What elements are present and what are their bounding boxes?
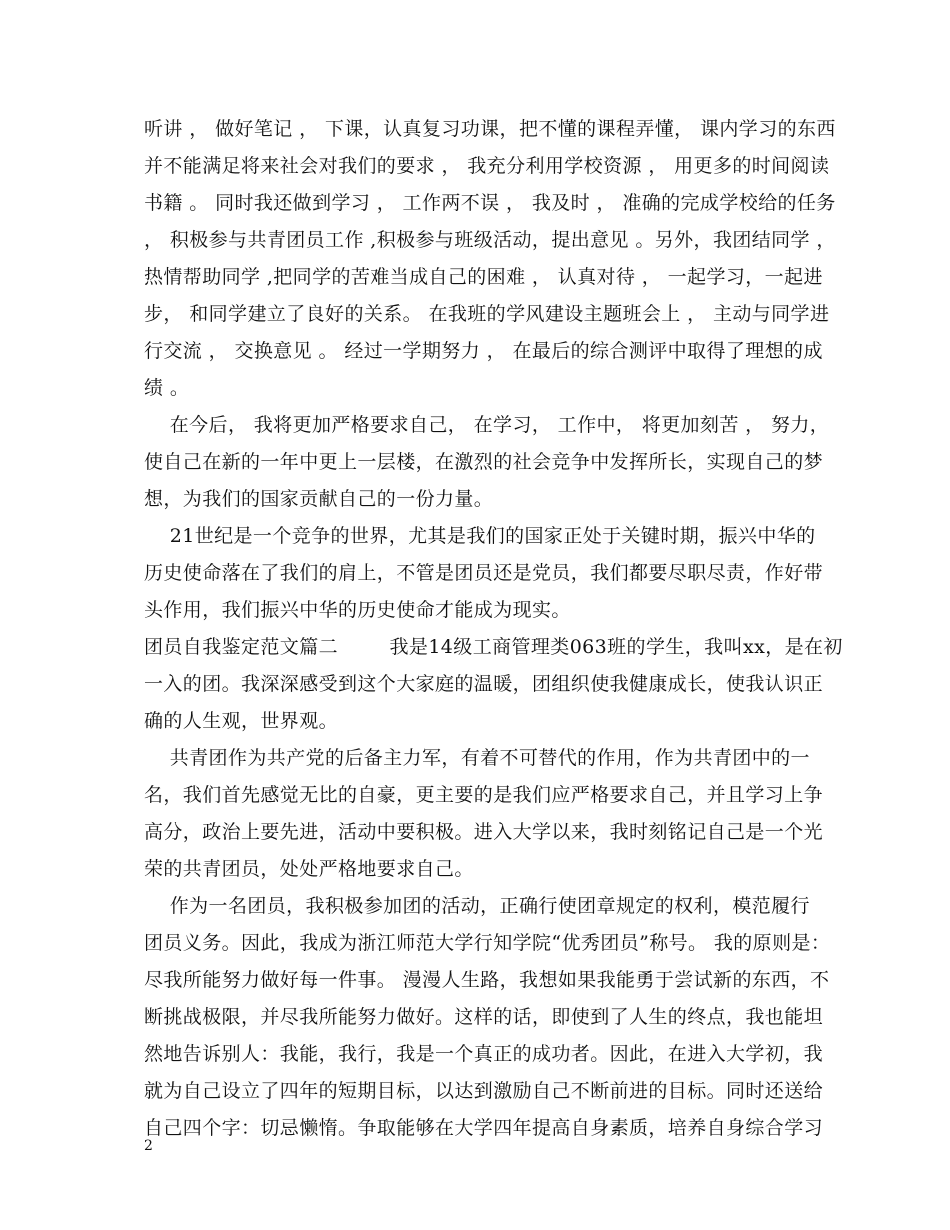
- text-line: 确的人生观，世界观。: [144, 710, 339, 732]
- text-line: 团员自我鉴定范文篇二 我是14级工商管理类063班的学生，我叫xx，是在初: [144, 636, 843, 658]
- text-line: 断挑战极限，并尽我所能努力做好。这样的话，即使到了人生的终点，我也能坦: [144, 1006, 824, 1028]
- text-line: 团员义务。因此，我成为浙江师范大学行知学院“优秀团员”称号。 我的原则是：: [144, 932, 831, 954]
- text-line: 想，为我们的国家贡献自己的一份力量。: [144, 488, 494, 510]
- text-line: 尽我所能努力做好每一件事。 漫漫人生路，我想如果我能勇于尝试新的东西，不: [144, 969, 830, 991]
- text-line: 荣的共青团员，处处严格地要求自己。: [144, 858, 474, 880]
- text-line: 听讲 ， 做好笔记 ， 下课，认真复习功课，把不懂的课程弄懂， 课内学习的东西: [144, 118, 836, 140]
- text-line: 行交流 ， 交换意见 。 经过一学期努力 ， 在最后的综合测评中取得了理想的成: [144, 340, 823, 362]
- text-line: 书籍 。 同时我还做到学习 ， 工作两不误 ， 我及时 ， 准确的完成学校给的任务: [144, 192, 836, 214]
- text-line: 绩 。: [144, 377, 190, 399]
- text-line: 就为自己设立了四年的短期目标，以达到激励自己不断前进的目标。同时还送给: [144, 1080, 824, 1102]
- text-line: 头作用，我们振兴中华的历史使命才能成为现实。: [144, 599, 571, 621]
- text-line: 共青团作为共产党的后备主力军，有着不可替代的作用，作为共青团中的一: [144, 747, 810, 769]
- text-line: 名，我们首先感觉无比的自豪，更主要的是我们应严格要求自己，并且学习上争: [144, 784, 824, 806]
- text-line: 然地告诉别人：我能，我行，我是一个真正的成功者。因此，在进入大学初，我: [144, 1043, 824, 1065]
- text-line: ， 积极参与共青团员工作 ,积极参与班级活动，提出意见 。另外，我团结同学 ，: [144, 229, 836, 251]
- text-line: 作为一名团员，我积极参加团的活动，正确行使团章规定的权利，模范履行: [144, 895, 810, 917]
- text-line: 热情帮助同学 ,把同学的苦难当成自己的困难 ， 认真对待 ， 一起学习，一起进: [144, 266, 823, 288]
- text-line: 历史使命落在了我们的肩上，不管是团员还是党员，我们都要尽职尽责，作好带: [144, 562, 824, 584]
- page-number: 2: [144, 1138, 153, 1154]
- text-line: 并不能满足将来社会对我们的要求 ， 我充分利用学校资源 ， 用更多的时间阅读: [144, 155, 830, 177]
- text-line: 在今后， 我将更加严格要求自己， 在学习， 工作中， 将更加刻苦 ， 努力，: [144, 414, 830, 436]
- text-line: 使自己在新的一年中更上一层楼，在激烈的社会竞争中发挥所长，实现自己的梦: [144, 451, 824, 473]
- text-line: 步， 和同学建立了良好的关系。 在我班的学风建设主题班会上 ， 主动与同学进: [144, 303, 830, 325]
- text-line: 21世纪是一个竞争的世界，尤其是我们的国家正处于关键时期，振兴中华的: [144, 525, 816, 547]
- text-line: 高分，政治上要先进，活动中要积极。进入大学以来，我时刻铭记自己是一个光: [144, 821, 824, 843]
- text-line: 自己四个字：切忌懒惰。争取能够在大学四年提高自身素质，培养自身综合学习: [144, 1117, 824, 1139]
- text-line: 一入的团。我深深感受到这个大家庭的温暖，团组织使我健康成长，使我认识正: [144, 673, 824, 695]
